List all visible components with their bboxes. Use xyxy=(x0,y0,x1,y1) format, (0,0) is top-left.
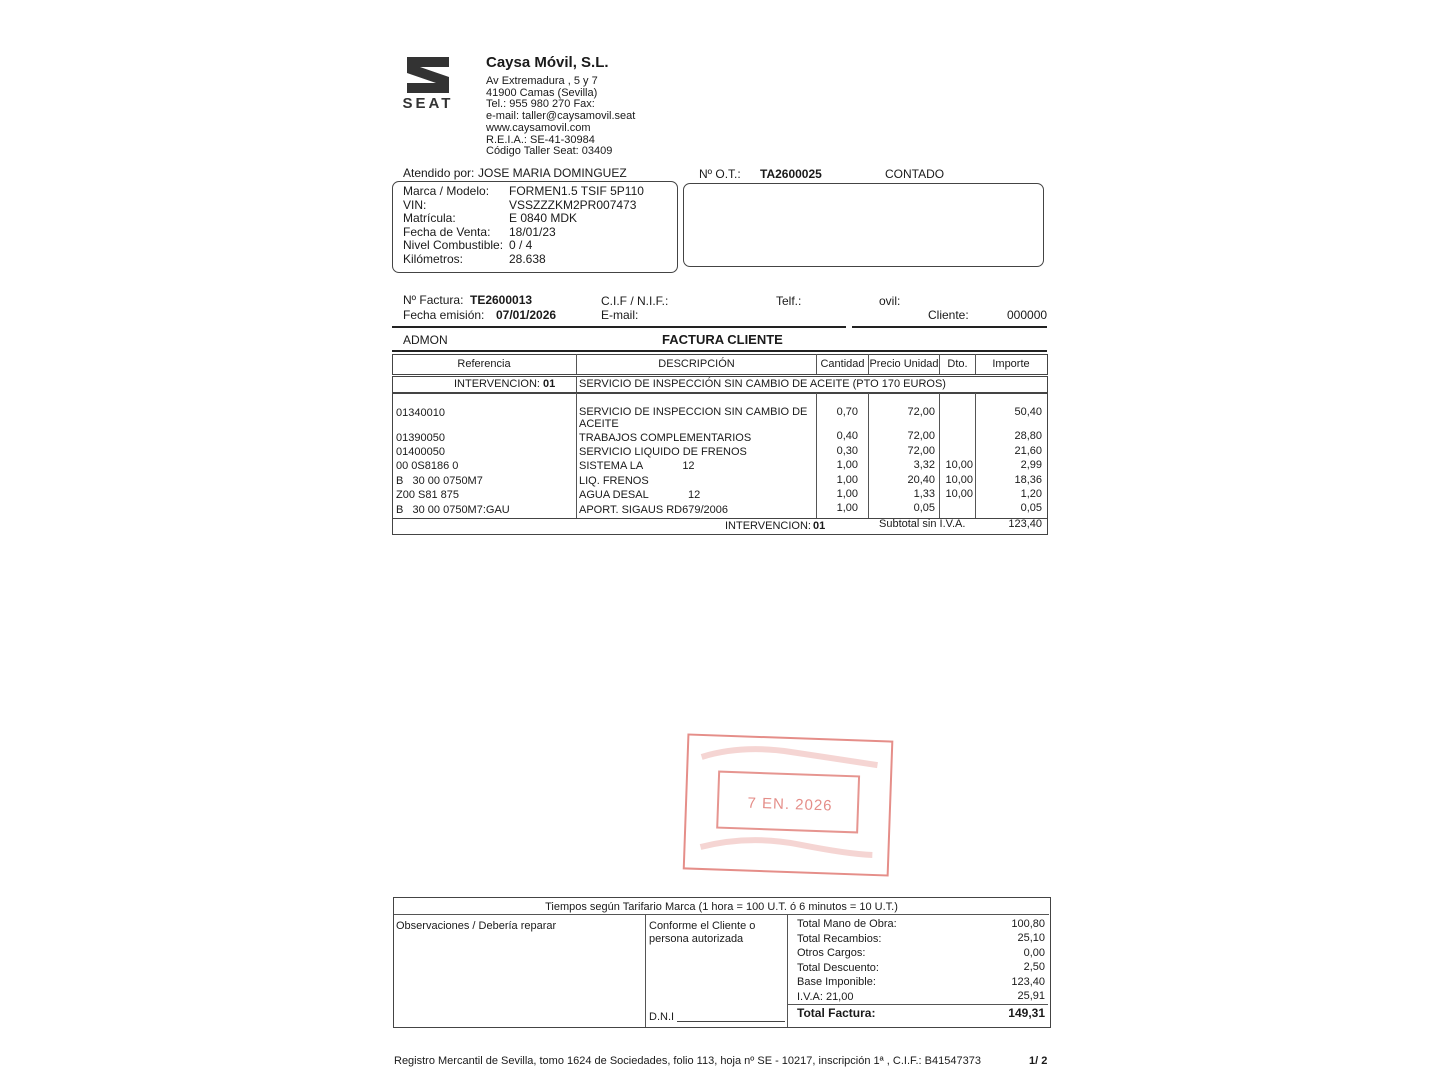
total-value: 25,91 xyxy=(1017,990,1045,1002)
total-label: Total Mano de Obra: xyxy=(797,918,897,930)
row-qty: 1,00 xyxy=(836,502,858,514)
row-ref: B 30 00 0750M7 xyxy=(396,475,483,487)
conforme-line: persona autorizada xyxy=(649,933,744,945)
row-qty: 1,00 xyxy=(836,474,858,486)
vehicle-label: Matrícula: xyxy=(403,211,456,226)
total-value: 2,50 xyxy=(1023,961,1045,973)
vehicle-plate: E 0840 MDK xyxy=(509,211,578,226)
invoice-number-label: Nº Factura: xyxy=(403,293,464,307)
total-label: Otros Cargos: xyxy=(797,947,866,959)
vehicle-label: Kilómetros: xyxy=(403,251,464,266)
row-desc: LIQ. FRENOS xyxy=(579,475,649,487)
vehicle-label: Fecha de Venta: xyxy=(403,224,491,239)
payment-type: CONTADO xyxy=(885,167,945,181)
row-dto: 10,00 xyxy=(945,459,973,471)
col-header-amount: Importe xyxy=(992,358,1030,370)
seat-logo-text: SEAT xyxy=(402,95,454,112)
vehicle-vin: VSSZZZKM2PR007473 xyxy=(509,197,637,212)
total-value: 25,10 xyxy=(1017,932,1045,944)
row-ref: 01390050 xyxy=(396,432,445,444)
address-line: R.E.I.A.: SE-41-30984 xyxy=(486,133,595,146)
row-qty: 0,30 xyxy=(836,445,858,457)
row-amount: 21,60 xyxy=(1014,445,1042,457)
divider xyxy=(788,1004,1048,1005)
total-label: Total Descuento: xyxy=(797,962,879,974)
col-sep xyxy=(576,376,577,392)
received-stamp xyxy=(677,728,898,883)
company-address xyxy=(486,76,635,158)
signature-line xyxy=(677,1021,785,1022)
admon-label: ADMON xyxy=(403,333,448,347)
subtotal-intervention-label: INTERVENCION: xyxy=(725,520,811,532)
subtotal-label: Subtotal sin I.V.A. xyxy=(879,518,966,530)
divider xyxy=(394,914,1049,915)
subtotal-intervention-number: 01 xyxy=(813,520,826,532)
cif-label: C.I.F / N.I.F.: xyxy=(601,294,669,308)
notes-box xyxy=(683,183,1044,267)
row-amount: 18,36 xyxy=(1014,474,1042,486)
invoice-number: TE2600013 xyxy=(470,293,533,307)
col-sep xyxy=(576,393,577,518)
vehicle-fuel: 0 / 4 xyxy=(509,238,533,253)
row-ref: Z00 S81 875 xyxy=(396,489,459,501)
row-desc: SERVICIO LIQUIDO DE FRENOS xyxy=(579,446,747,458)
divider xyxy=(392,350,1047,352)
row-qty: 1,00 xyxy=(836,488,858,500)
address-line: Tel.: 955 980 270 Fax: xyxy=(486,98,595,111)
total-label: Total Recambios: xyxy=(797,933,882,945)
ot-number: TA2600025 xyxy=(760,167,822,181)
col-header-dto: Dto. xyxy=(947,358,968,370)
divider xyxy=(852,326,1047,328)
col-header-price: Precio Unidad xyxy=(869,358,939,370)
intervention-label: INTERVENCION: xyxy=(454,378,540,390)
row-dto: 10,00 xyxy=(945,488,973,500)
col-header-qty: Cantidad xyxy=(820,358,865,370)
row-price: 1,33 xyxy=(913,488,935,500)
row-amount: 50,40 xyxy=(1014,406,1042,418)
conforme-line: Conforme el Cliente o xyxy=(649,920,756,932)
stamp-date: 7 EN. 2026 xyxy=(747,794,833,815)
col-sep xyxy=(645,915,646,1027)
row-price: 3,32 xyxy=(913,459,935,471)
observaciones-label: Observaciones / Debería reparar xyxy=(396,920,557,932)
email-label: E-mail: xyxy=(601,308,639,322)
row-ref: B 30 00 0750M7:GAU xyxy=(396,504,510,516)
total-value: 123,40 xyxy=(1011,976,1045,988)
registry-note: Registro Mercantil de Sevilla, tomo 1624 de Sociedades, folio 113, hoja nº SE - 10217, inscripción 1ª , C.I.F.: B41547373 xyxy=(394,1055,981,1067)
row-desc: SISTEMA LA 12 xyxy=(579,460,695,472)
dni-label: D.N.I xyxy=(649,1011,675,1023)
row-ref: 01340010 xyxy=(396,407,445,419)
client-label: Cliente: xyxy=(928,308,969,322)
row-qty: 0,40 xyxy=(836,430,858,442)
subtotal-value: 123,40 xyxy=(1008,518,1042,530)
intervention-description: SERVICIO DE INSPECCIÓN SIN CAMBIO DE ACEITE (PTO 170 EUROS) xyxy=(579,378,946,390)
address-line: Código Taller Seat: 03409 xyxy=(486,145,613,158)
seat-logo-icon xyxy=(392,55,464,95)
client-number: 000000 xyxy=(1007,308,1048,322)
col-header-ref: Referencia xyxy=(457,358,511,370)
row-ref: 00 0S8186 0 xyxy=(396,460,459,472)
address-line: www.caysamovil.com xyxy=(486,121,591,134)
footer-box xyxy=(393,897,1051,1028)
vehicle-model: FORMEN1.5 TSIF 5P110 xyxy=(509,184,644,198)
vehicle-label: Marca / Modelo: xyxy=(403,184,490,198)
row-desc: SERVICIO DE INSPECCION SIN CAMBIO DE xyxy=(579,406,808,418)
row-qty: 0,70 xyxy=(836,406,858,418)
page-number: 1/ 2 xyxy=(1029,1055,1048,1067)
row-desc: TRABAJOS COMPLEMENTARIOS xyxy=(579,432,752,444)
vehicle-km: 28.638 xyxy=(509,251,546,266)
row-price: 20,40 xyxy=(907,474,935,486)
row-amount: 1,20 xyxy=(1020,488,1042,500)
col-sep xyxy=(787,915,788,1027)
grand-total-label: Total Factura: xyxy=(797,1006,876,1020)
address-line: 41900 Camas (Sevilla) xyxy=(486,86,598,99)
vehicle-label: VIN: xyxy=(403,197,427,212)
invoice-date: 07/01/2026 xyxy=(496,308,557,322)
total-label: Base Imponible: xyxy=(797,976,876,988)
col-header-desc: DESCRIPCIÓN xyxy=(658,358,735,370)
row-price: 72,00 xyxy=(907,430,935,442)
row-dto: 10,00 xyxy=(945,474,973,486)
intervention-number: 01 xyxy=(543,378,556,390)
tarifario-note: Tiempos según Tarifario Marca (1 hora = 100 U.T. ó 6 minutos = 10 U.T.) xyxy=(545,901,898,913)
address-line: e-mail: taller@caysamovil.seat xyxy=(486,110,636,123)
row-qty: 1,00 xyxy=(836,459,858,471)
row-desc-cont: ACEITE xyxy=(579,418,619,430)
address-line: Av Extremadura , 5 y 7 xyxy=(486,75,598,87)
row-ref: 01400050 xyxy=(396,446,445,458)
seat-logo xyxy=(392,55,464,115)
row-price: 0,05 xyxy=(913,502,935,514)
row-desc: APORT. SIGAUS RD679/2006 xyxy=(579,504,728,516)
row-price: 72,00 xyxy=(907,445,935,457)
row-amount: 2,99 xyxy=(1020,459,1042,471)
tel-label: Telf.: xyxy=(776,294,802,308)
row-amount: 28,80 xyxy=(1014,430,1042,442)
attended-label: Atendido por: xyxy=(403,166,475,180)
vehicle-labels xyxy=(403,185,503,267)
total-label: I.V.A: 21,00 xyxy=(797,991,854,1003)
invoice-date-label: Fecha emisión: xyxy=(403,308,485,322)
attended-value: JOSE MARIA DOMINGUEZ xyxy=(478,166,627,180)
grand-total-value: 149,31 xyxy=(1008,1006,1045,1020)
movil-label: ovil: xyxy=(879,294,901,308)
total-value: 0,00 xyxy=(1023,947,1045,959)
vehicle-label: Nivel Combustible: xyxy=(403,238,504,253)
divider xyxy=(392,326,846,328)
vehicle-sale-date: 18/01/23 xyxy=(509,224,556,239)
total-value: 100,80 xyxy=(1011,918,1045,930)
invoice-title: FACTURA CLIENTE xyxy=(662,332,783,347)
row-price: 72,00 xyxy=(907,406,935,418)
ot-label: Nº O.T.: xyxy=(699,167,741,181)
vehicle-values xyxy=(509,185,644,267)
row-amount: 0,05 xyxy=(1020,502,1042,514)
company-name: Caysa Móvil, S.L. xyxy=(486,54,609,71)
row-desc: AGUA DESAL 12 xyxy=(579,489,701,501)
